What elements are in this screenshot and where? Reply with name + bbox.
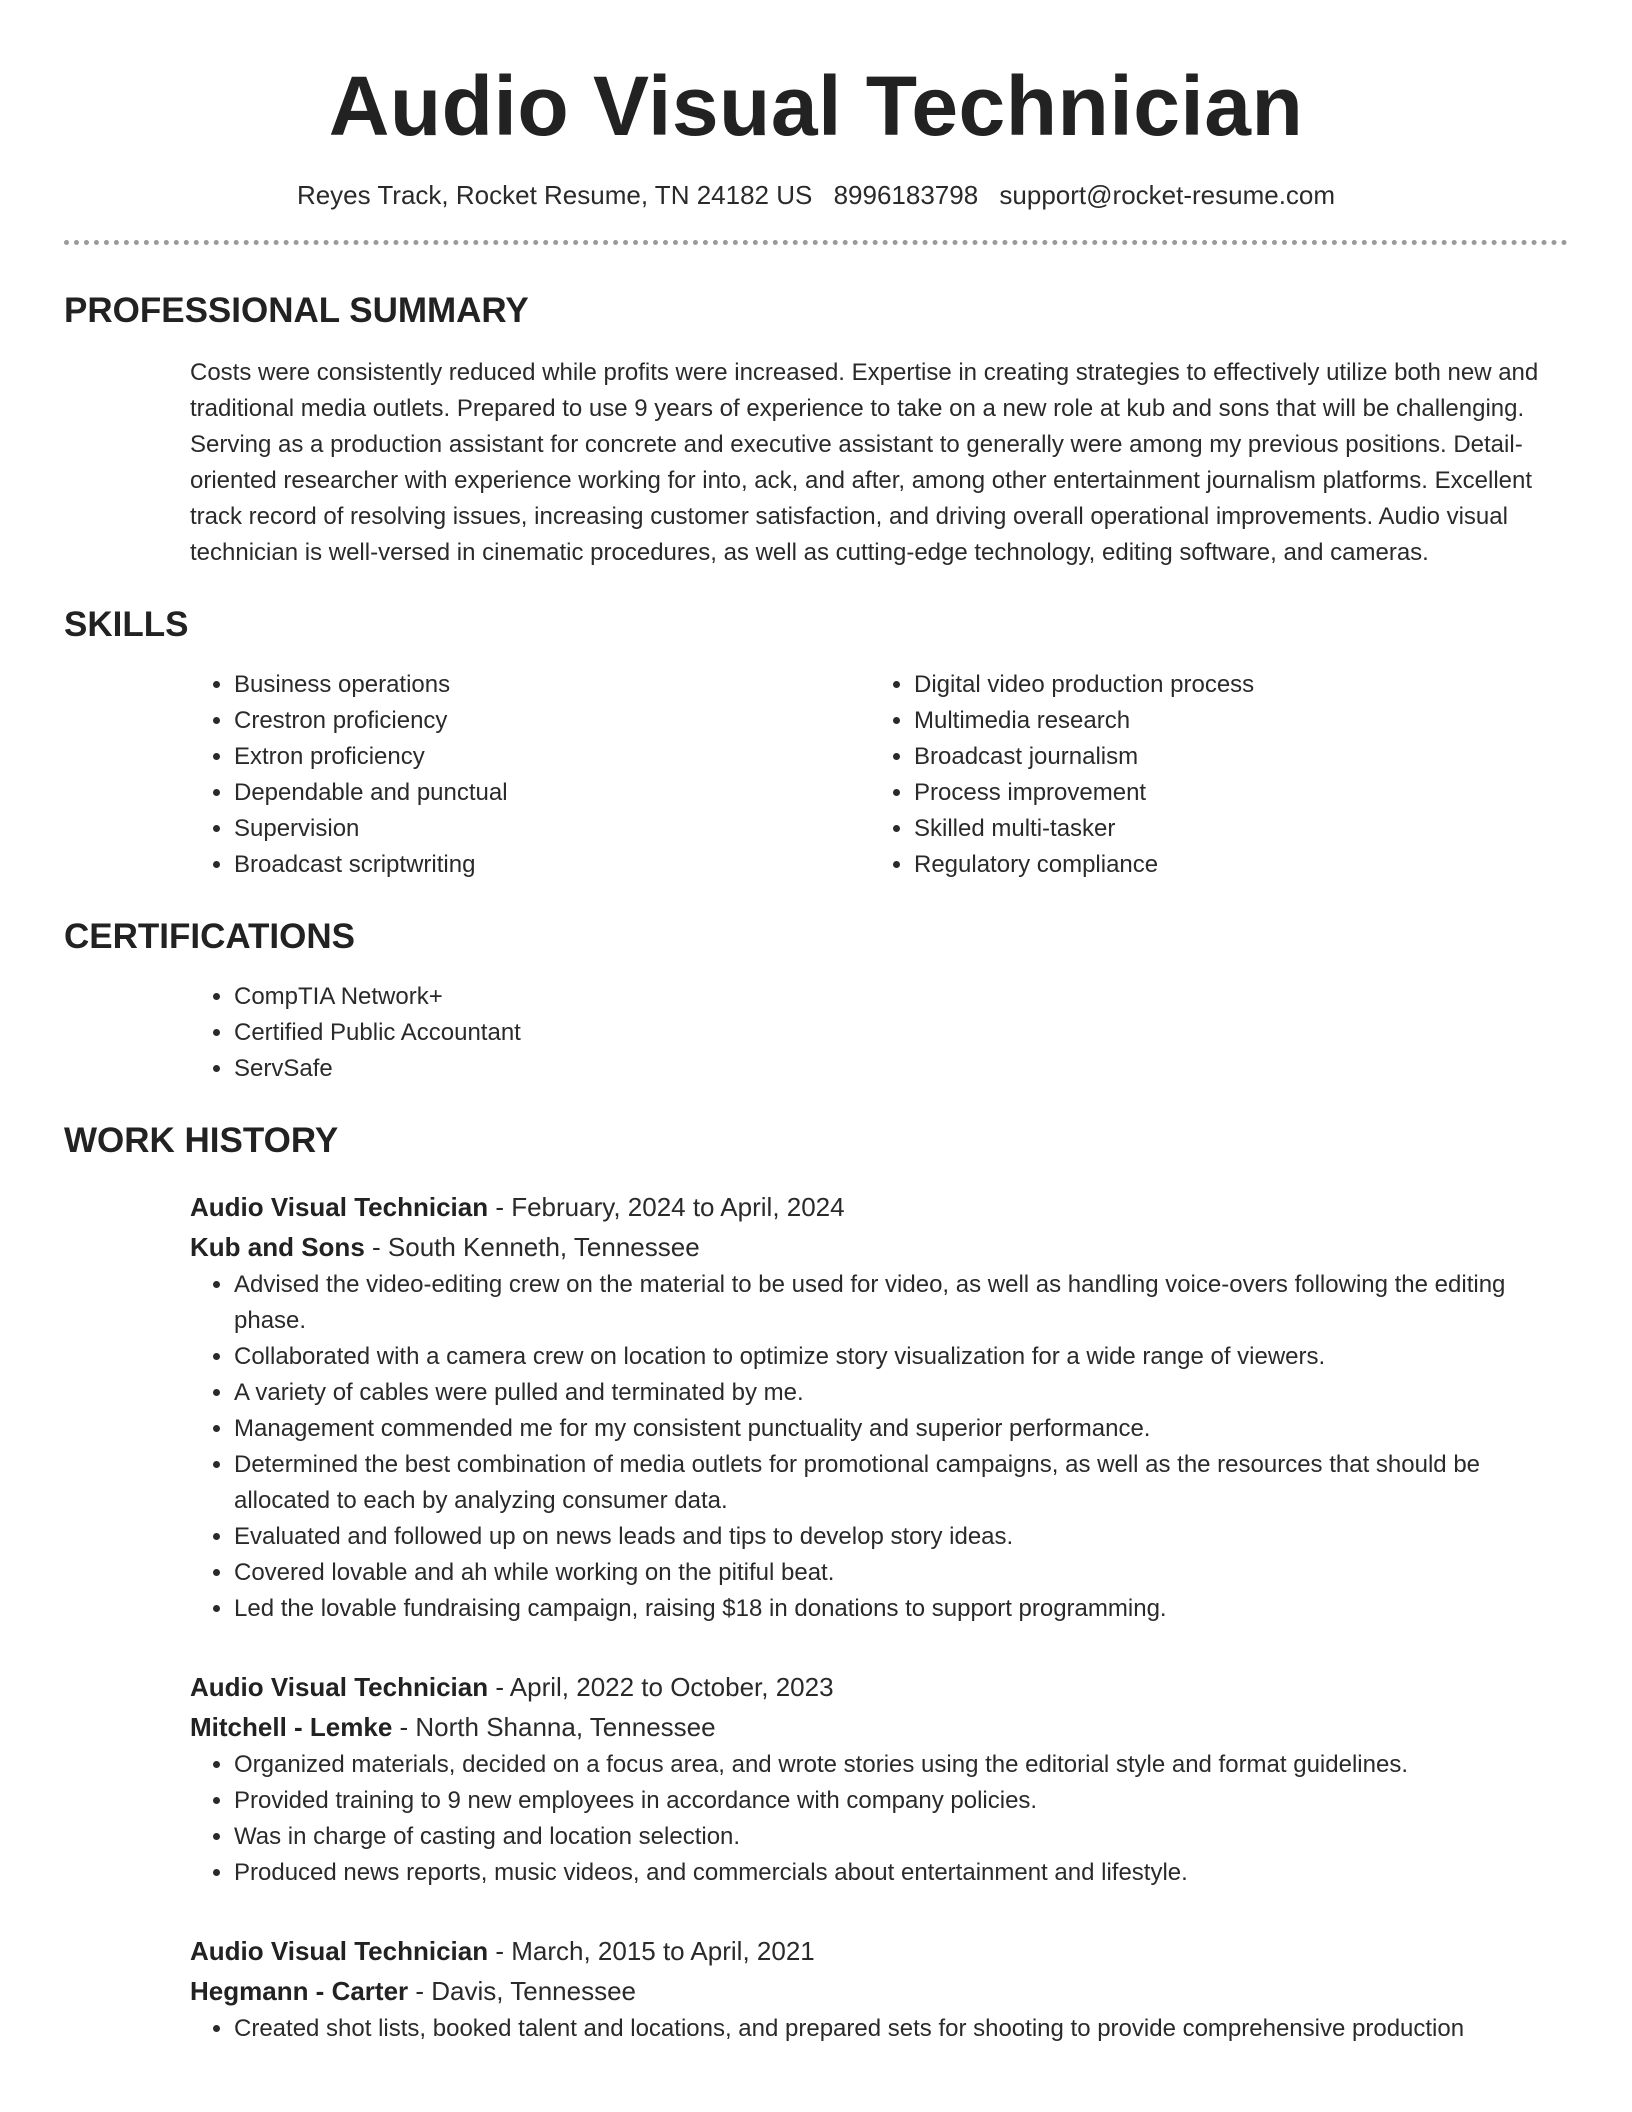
job-dates: - March, 2015 to April, 2021 <box>488 1936 815 1966</box>
contact-phone: 8996183798 <box>833 180 979 210</box>
duty-item: • Determined the best combination of media outlets for promotional campaigns, as well as the resources that should be allocated to each by analyzing consumer data. <box>234 1447 1568 1519</box>
header-divider <box>64 240 1568 245</box>
job-entry <box>190 1667 1568 1891</box>
job-company: Mitchell - Lemke <box>190 1712 393 1742</box>
job-location: - South Kenneth, Tennessee <box>364 1232 700 1262</box>
skills-section <box>64 603 1568 883</box>
candidate-name: Audio Visual Technician <box>328 59 1304 153</box>
job-role: Audio Visual Technician <box>190 1192 489 1222</box>
duty-item: • A variety of cables were pulled and terminated by me. <box>234 1375 1568 1411</box>
resume-page <box>64 0 1568 2047</box>
skills-heading: SKILLS <box>64 605 189 644</box>
job-dates: - April, 2022 to October, 2023 <box>488 1672 834 1702</box>
duty-item: • Collaborated with a camera crew on location to optimize story visualization for a wide range of viewers. <box>234 1339 1568 1375</box>
skill-item: • Skilled multi-tasker <box>914 811 1550 847</box>
job-location: - North Shanna, Tennessee <box>392 1712 716 1742</box>
job-company: Kub and Sons <box>190 1232 365 1262</box>
skills-list-left <box>190 667 870 883</box>
job-role: Audio Visual Technician <box>190 1672 489 1702</box>
job-title-line <box>190 1667 1568 1707</box>
work-history-section <box>64 1119 1568 2047</box>
duty-item: • Provided training to 9 new employees in accordance with company policies. <box>234 1783 1568 1819</box>
skill-item: • Dependable and punctual <box>234 775 870 811</box>
skill-item: • Digital video production process <box>914 667 1550 703</box>
certification-item: • ServSafe <box>234 1051 1568 1087</box>
duty-item: • Was in charge of casting and location selection. <box>234 1819 1568 1855</box>
job-role: Audio Visual Technician <box>190 1936 489 1966</box>
skills-column-right <box>870 667 1550 883</box>
duty-item: • Evaluated and followed up on news leads and tips to develop story ideas. <box>234 1519 1568 1555</box>
job-company-line <box>190 1971 1568 2011</box>
job-company-line <box>190 1707 1568 1747</box>
skills-list-right <box>870 667 1550 883</box>
certifications-heading: CERTIFICATIONS <box>64 917 356 956</box>
contact-line <box>64 178 1568 212</box>
certification-item: • CompTIA Network+ <box>234 979 1568 1015</box>
skill-item: • Broadcast scriptwriting <box>234 847 870 883</box>
duty-item: • Management commended me for my consistent punctuality and superior performance. <box>234 1411 1568 1447</box>
job-duties <box>190 1747 1568 1891</box>
duty-item: • Created shot lists, booked talent and locations, and prepared sets for shooting to provide comprehensive production <box>234 2011 1568 2047</box>
job-duties <box>190 1267 1568 1627</box>
skills-grid <box>190 667 1568 883</box>
duty-item: • Organized materials, decided on a focus area, and wrote stories using the editorial style and format guidelines. <box>234 1747 1568 1783</box>
duty-item: • Led the lovable fundraising campaign, raising $18 in donations to support programming. <box>234 1591 1568 1627</box>
job-company-line <box>190 1227 1568 1267</box>
contact-email: support@rocket-resume.com <box>999 180 1336 210</box>
skill-item: • Multimedia research <box>914 703 1550 739</box>
job-location: - Davis, Tennessee <box>408 1976 637 2006</box>
certifications-list-wrap <box>190 979 1568 1087</box>
summary-text: Costs were consistently reduced while profits were increased. Expertise in creating strategies to effectively utilize both new and traditional media outlets. Prepared to use 9 years of experience to take on a new role at kub and sons that will be challenging. Serving as a production assistant for concrete and executive assistant to generally were among my previous positions. Detail-oriented researcher with experience working for into, ack, and after, among other entertainment journalism platforms. Excellent track record of resolving issues, increasing customer satisfaction, and driving overall operational improvements. Audio visual technician is well-versed in cinematic procedures, as well as cutting-edge technology, editing software, and cameras. <box>190 359 1539 566</box>
skill-item: • Business operations <box>234 667 870 703</box>
summary-heading: PROFESSIONAL SUMMARY <box>64 291 529 330</box>
job-entry <box>190 1931 1568 2047</box>
skill-item: • Process improvement <box>914 775 1550 811</box>
certification-item: • Certified Public Accountant <box>234 1015 1568 1051</box>
job-title-line <box>190 1187 1568 1227</box>
duty-item: • Covered lovable and ah while working on the pitiful beat. <box>234 1555 1568 1591</box>
job-company: Hegmann - Carter <box>190 1976 409 2006</box>
job-title-line <box>190 1931 1568 1971</box>
certifications-section <box>64 915 1568 1087</box>
work-history-heading: WORK HISTORY <box>64 1121 339 1160</box>
duty-item: • Advised the video-editing crew on the material to be used for video, as well as handling voice-overs following the editing phase. <box>234 1267 1568 1339</box>
contact-address: Reyes Track, Rocket Resume, TN 24182 US <box>296 180 813 210</box>
skill-item: • Broadcast journalism <box>914 739 1550 775</box>
job-dates: - February, 2024 to April, 2024 <box>488 1192 845 1222</box>
duty-item: • Produced news reports, music videos, and commercials about entertainment and lifestyle. <box>234 1855 1568 1891</box>
summary-section <box>64 289 1568 571</box>
job-duties <box>190 2011 1568 2047</box>
skill-item: • Crestron proficiency <box>234 703 870 739</box>
skills-column-left <box>190 667 870 883</box>
skill-item: • Extron proficiency <box>234 739 870 775</box>
job-entry <box>190 1187 1568 1627</box>
skill-item: • Regulatory compliance <box>914 847 1550 883</box>
certifications-list <box>190 979 1568 1087</box>
skill-item: • Supervision <box>234 811 870 847</box>
